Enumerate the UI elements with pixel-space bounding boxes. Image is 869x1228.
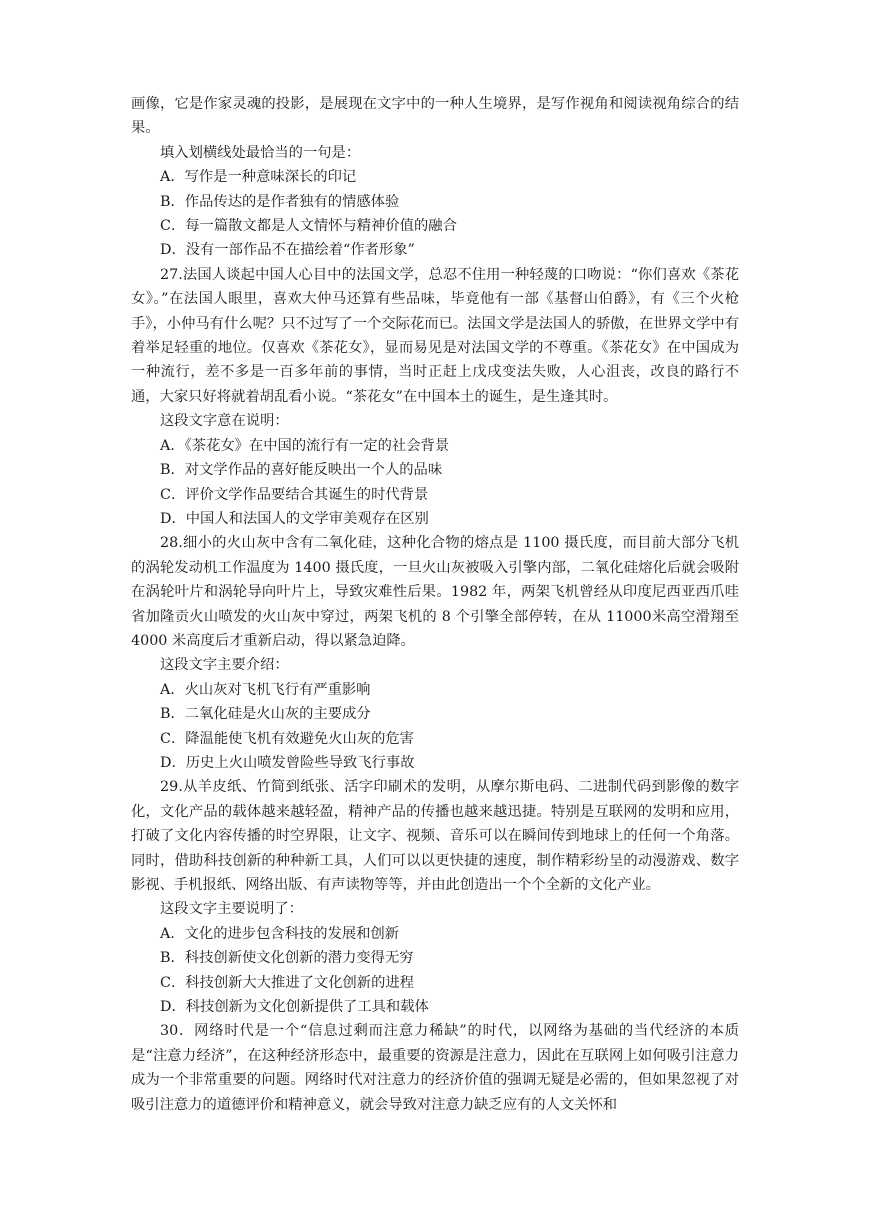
option-d: D．历史上火山喷发曾险些导致飞行事故 [160,754,415,771]
option-c: C．每一篇散文都是人文情怀与精神价值的融合 [160,218,457,235]
question-passage: 27.法国人谈起中国人心目中的法国文学，总忍不住用一种轻蔑的口吻说：“你们喜欢《茶花女》。”在法国人眼里，喜欢大仲马还算有些品味，毕竟他有一部《基督山伯爵》，有《三个火枪手》，小仲马有什么呢？只不过写了一个交际花而已。法国文学是法国人的骄傲，在世界文学中有着举足轻重的地位。仅喜欢《茶花女》，显而易见是对法国文学的不尊重。《茶花女》在中国成为一种流行，差不多是一百多年前的事情，当时正赶上戊戌变法失败，人心沮丧，改良的路行不通，大家只好将就着胡乱看小说。“茶花女”在中国本土的诞生，是生逢其时。 [131,266,739,405]
option-d: D．没有一部作品不在描绘着“作者形象” [160,242,415,259]
option-b: B．科技创新使文化创新的潜力变得无穷 [160,950,414,967]
question-26 [131,141,739,263]
question-prompt: 这段文字意在说明： [160,413,289,430]
question-passage: 30．网络时代是一个“信息过剩而注意力稀缺”的时代，以网络为基础的当代经济的本质是“注意力经济”，在这种经济形态中，最重要的资源是注意力，因此在互联网上如何吸引注意力成为一个非常重要的问题。网络时代对注意力的经济价值的强调无疑是必需的，但如果忽视了对吸引注意力的道德评价和精神意义，就会导致对注意力缺乏应有的人文关怀和 [131,1023,739,1113]
page-content [131,92,739,1117]
question-prompt: 这段文字主要介绍： [160,657,289,674]
option-c: C．科技创新大大推进了文化创新的进程 [160,974,414,991]
question-passage: 28.细小的火山灰中含有二氧化硅，这种化合物的熔点是 1100 摄氏度，而目前大部分飞机的涡轮发动机工作温度为 1400 摄氏度，一旦火山灰被吸入引擎内部，二氧化硅熔化后就会吸附在涡轮叶片和涡轮导向叶片上，导致灾难性后果。1982 年，两架飞机曾经从印度尼西亚西爪哇省加隆贡火山喷发的火山灰中穿过，两架飞机的 8 个引擎全部停转，在从 11000米高空滑翔至 4000 米高度后才重新启动，得以紧急迫降。 [131,535,739,649]
intro-paragraph: 画像，它是作家灵魂的投影，是展现在文字中的一种人生境界，是写作视角和阅读视角综合的结果。 [131,96,739,137]
question-prompt: 填入划横线处最恰当的一句是： [160,144,361,161]
option-d: D．科技创新为文化创新提供了工具和载体 [160,999,429,1016]
question-prompt: 这段文字主要说明了： [160,901,303,918]
option-d: D．中国人和法国人的文学审美观存在区别 [160,510,429,527]
option-b: B．对文学作品的喜好能反映出一个人的品味 [160,462,443,479]
question-passage: 29.从羊皮纸、竹简到纸张、活字印刷术的发明，从摩尔斯电码、二进制代码到影像的数字化，文化产品的载体越来越轻盈，精神产品的传播也越来越迅捷。特别是互联网的发明和应用，打破了文化内容传播的时空界限，让文字、视频、音乐可以在瞬间传到地球上的任何一个角落。同时，借助科技创新的种种新工具，人们可以以更快捷的速度，制作精彩纷呈的动漫游戏、数字影视、手机报纸、网络出版、有声读物等等，并由此创造出一个个全新的文化产业。 [131,779,739,893]
option-b: B．作品传达的是作者独有的情感体验 [160,193,400,210]
question-28 [131,531,739,775]
option-a: A．写作是一种意味深长的印记 [160,169,357,186]
question-29 [131,775,739,1019]
option-a: A．火山灰对飞机飞行有严重影响 [160,681,371,698]
option-b: B．二氧化硅是火山灰的主要成分 [160,706,371,723]
question-30 [131,1019,739,1117]
option-a: A．《茶花女》在中国的流行有一定的社会背景 [160,437,450,454]
question-27 [131,263,739,531]
option-c: C．降温能使飞机有效避免火山灰的危害 [160,730,414,747]
option-a: A．文化的进步包含科技的发展和创新 [160,925,400,942]
option-c: C．评价文学作品要结合其诞生的时代背景 [160,486,429,503]
